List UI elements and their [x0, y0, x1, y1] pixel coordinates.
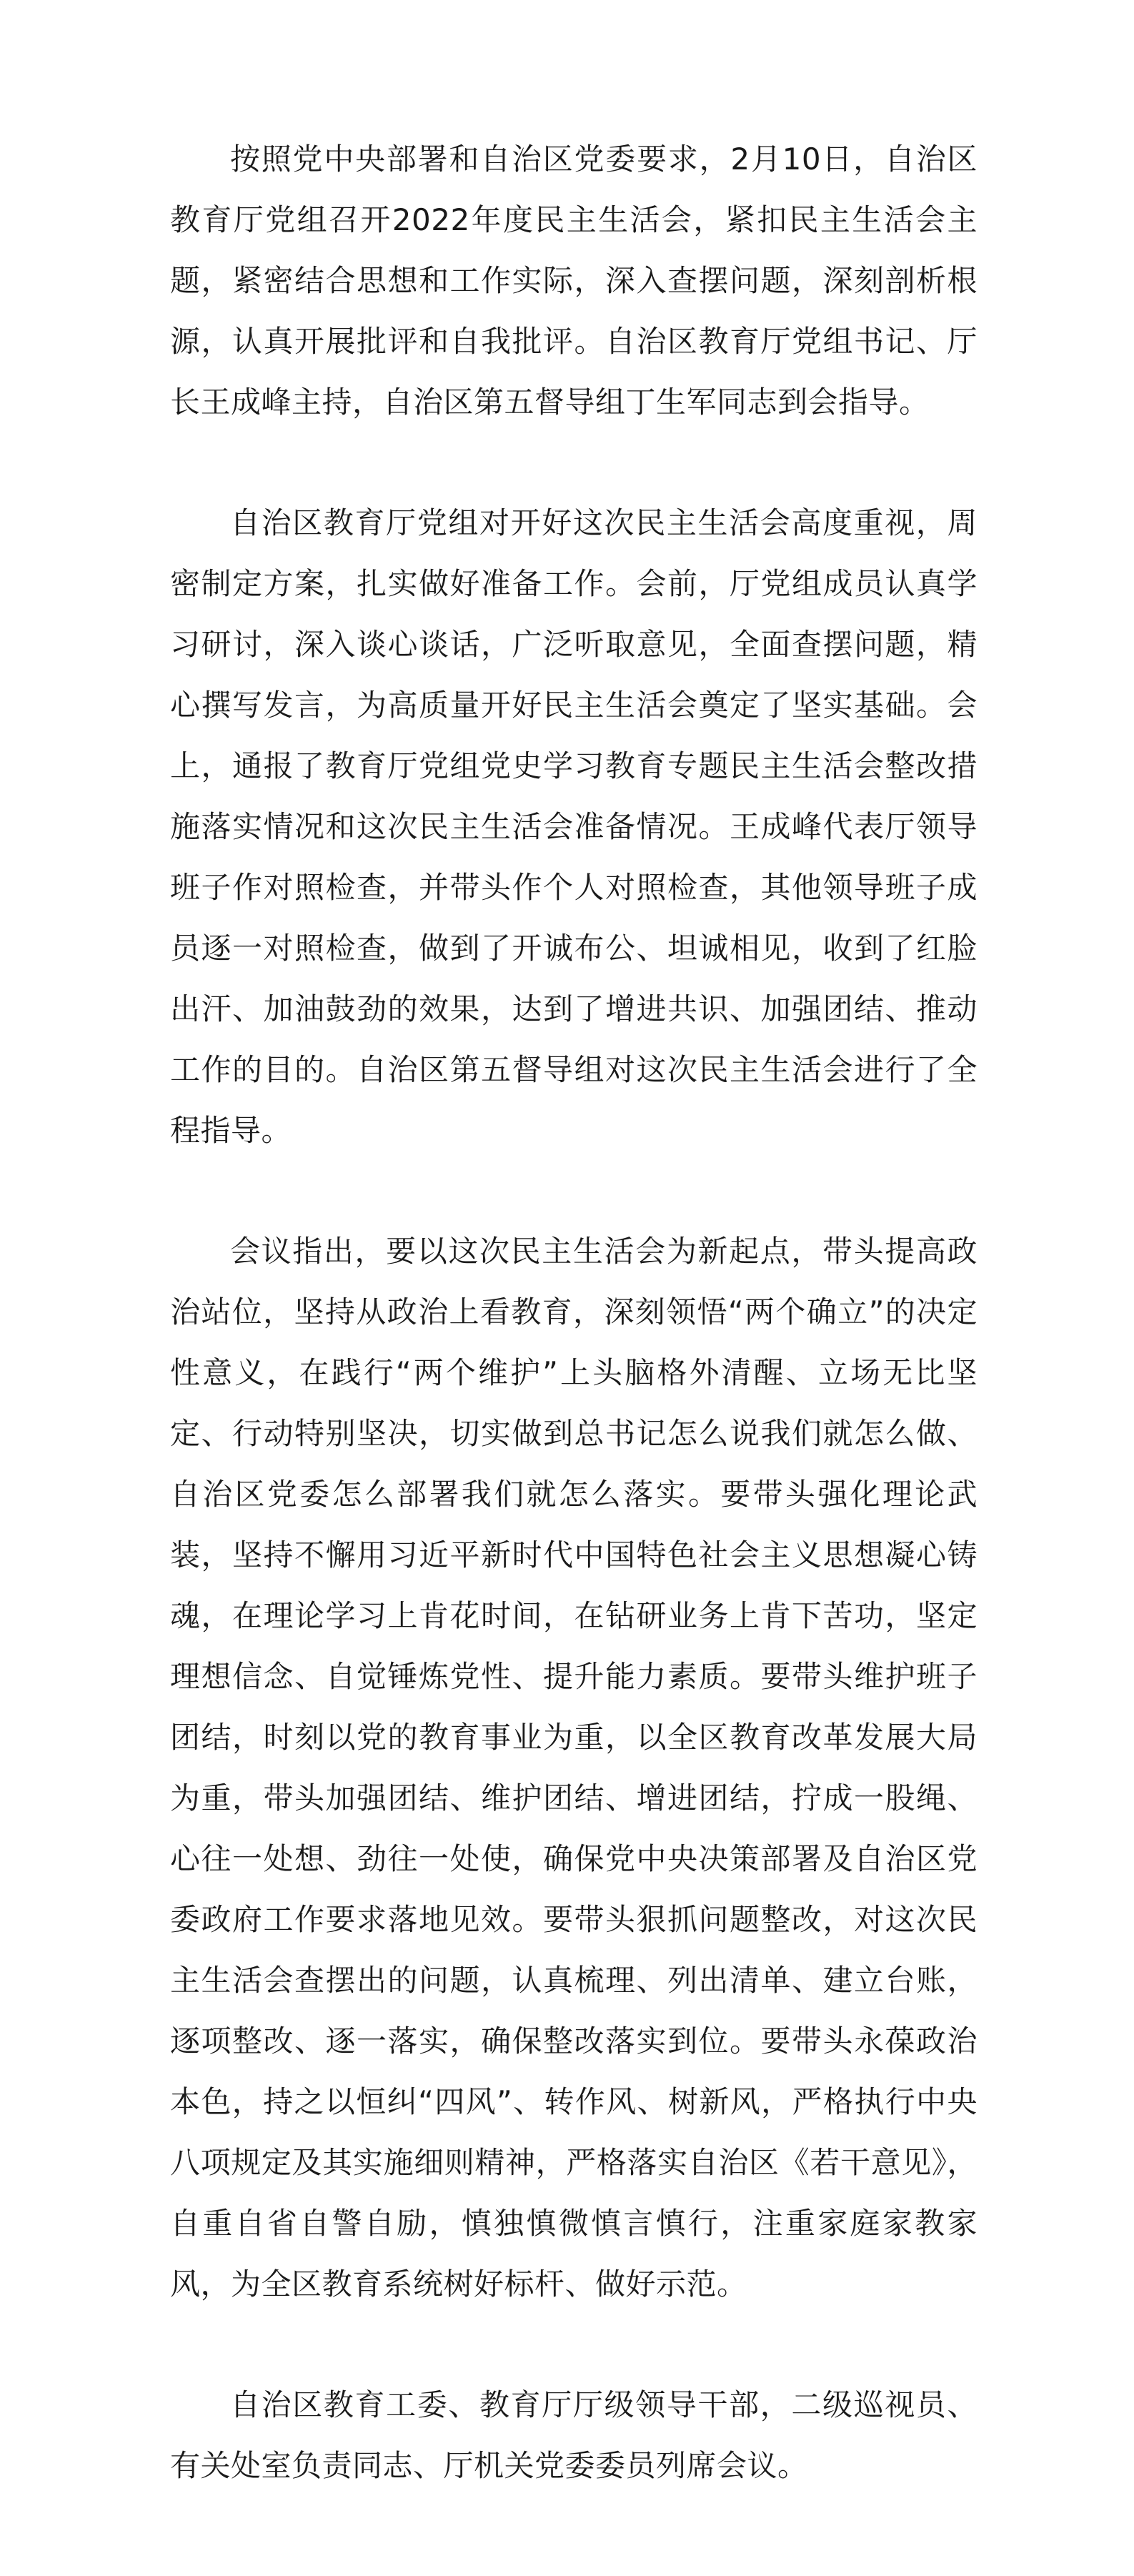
article-body	[170, 129, 978, 2496]
paragraph-4: 自治区教育工委、教育厅厅级领导干部，二级巡视员、有关处室负责同志、厅机关党委委员列席会议。	[170, 2387, 978, 2483]
paragraph-3: 会议指出，要以这次民主生活会为新起点，带头提高政治站位，坚持从政治上看教育，深刻领悟“两个确立”的决定性意义，在践行“两个维护”上头脑格外清醒、立场无比坚定、行动特别坚决，切实做到总书记怎么说我们就怎么做、自治区党委怎么部署我们就怎么落实。要带头强化理论武装，坚持不懈用习近平新时代中国特色社会主义思想凝心铸魂，在理论学习上肯花时间，在钻研业务上肯下苦功，坚定理想信念、自觉锤炼党性、提升能力素质。要带头维护班子团结，时刻以党的教育事业为重，以全区教育改革发展大局为重，带头加强团结、维护团结、增进团结，拧成一股绳、心往一处想、劲往一处使，确保党中央决策部署及自治区党委政府工作要求落地见效。要带头狠抓问题整改，对这次民主生活会查摆出的问题，认真梳理、列出清单、建立台账，逐项整改、逐一落实，确保整改落实到位。要带头永葆政治本色，持之以恒纠“四风”、转作风、树新风，严格执行中央八项规定及其实施细则精神，严格落实自治区《若干意见》，自重自省自警自励，慎独慎微慎言慎行，注重家庭家教家风，为全区教育系统树好标杆、做好示范。	[170, 1234, 978, 2302]
paragraph-2: 自治区教育厅党组对开好这次民主生活会高度重视，周密制定方案，扎实做好准备工作。会前，厅党组成员认真学习研讨，深入谈心谈话，广泛听取意见，全面查摆问题，精心撰写发言，为高质量开好民主生活会奠定了坚实基础。会上，通报了教育厅党组党史学习教育专题民主生活会整改措施落实情况和这次民主生活会准备情况。王成峰代表厅领导班子作对照检查，并带头作个人对照检查，其他领导班子成员逐一对照检查，做到了开诚布公、坦诚相见，收到了红脸出汗、加油鼓劲的效果，达到了增进共识、加强团结、推动工作的目的。自治区第五督导组对这次民主生活会进行了全程指导。	[170, 505, 978, 1148]
paragraph-1: 按照党中央部署和自治区党委要求，2月10日，自治区教育厅党组召开2022年度民主生活会，紧扣民主生活会主题，紧密结合思想和工作实际，深入查摆问题，深刻剖析根源，认真开展批评和自我批评。自治区教育厅党组书记、厅长王成峰主持，自治区第五督导组丁生军同志到会指导。	[170, 142, 978, 420]
